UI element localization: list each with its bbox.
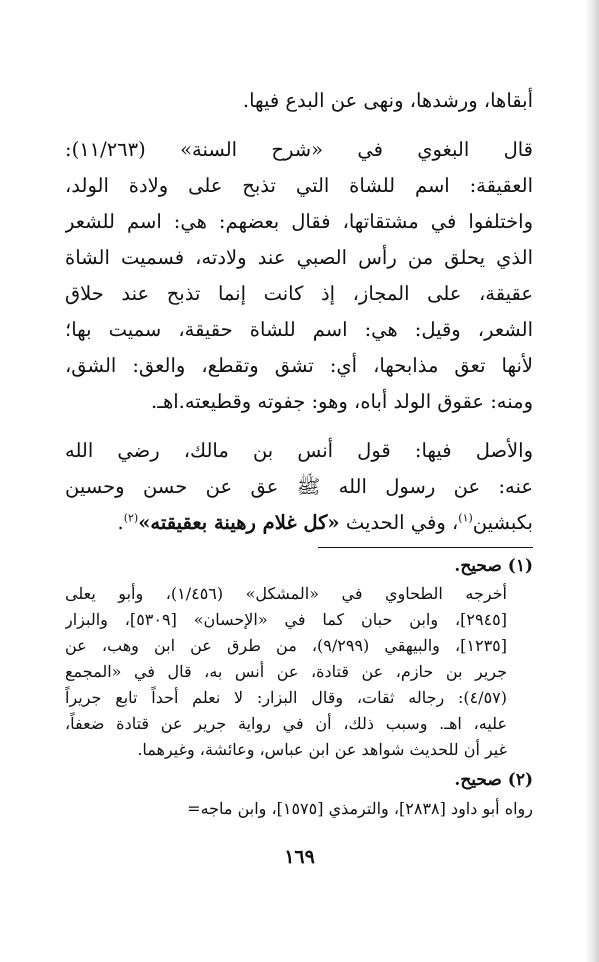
footnote-separator [318, 547, 533, 548]
body-line: عنه: عن رسول الله ﷺ عق عن حسن وحسين [65, 475, 533, 498]
body-line: ومنه: عقوق الولد أباه، وهو: جفوته وقطيعته.اهـ. [151, 390, 533, 413]
footnote-line: رواه أبو داود [٢٨٣٨]، والترمذي [١٥٧٥]، وابن ماجه= [187, 799, 533, 818]
footnote-label: (٢) صحيح. [454, 770, 533, 790]
text-span: ، وفي الحديث [339, 511, 459, 534]
footnote-line: عليه، اهـ. وسبب ذلك، أن في رواية جرير عن قتادة ضعفاً، [65, 714, 507, 733]
body-line: والأصل فيها: قول أنس بن مالك، رضي الله [65, 439, 533, 462]
body-line: لأنها تعق مذابحها، أي: تشق وتقطع، والعق: الشق، [65, 354, 533, 377]
body-line: العقيقة: اسم للشاة التي تذبح على ولادة الولد، [65, 174, 533, 197]
footnote-label: (١) صحيح. [454, 556, 533, 576]
page-edge-shadow [585, 0, 599, 962]
footnote-ref[interactable]: (١) [458, 511, 473, 525]
body-line: واختلفوا في مشتقاتها، فقال بعضهم: هي: اسم للشعر [65, 210, 533, 233]
footnote-line: [١٢٣٥]، والبيهقي (٩/٢٩٩)، من طرق عن ابن وهب، عن [65, 636, 507, 655]
body-line: أبقاها، ورشدها، ونهى عن البدع فيها. [242, 89, 533, 112]
body-line: قال البغوي في «شرح السنة» (١١/٢٦٣): [65, 138, 533, 161]
footnote-line: غير أن للحديث شواهد عن ابن عباس، وعائشة، وغيرهما. [137, 740, 507, 759]
text-span: . [117, 511, 124, 534]
text-span: بكبشين [472, 511, 533, 534]
page-number: ١٦٩ [284, 846, 315, 868]
footnote-ref[interactable]: (٢) [123, 511, 139, 525]
footnote-line: أخرجه الطحاوي في «المشكل» (١/٤٥٦)، وأبو يعلى [65, 584, 507, 603]
body-line: عقيقة، على المجاز، إذ كانت إنما تذبح عند حلاق [65, 282, 533, 305]
body-line: الذي يحلق من رأس الصبي عند ولادته، فسميت الشاة [65, 246, 533, 269]
hadith-quote: «كل غلام رهينة بعقيقته» [138, 511, 340, 534]
footnote-line: [٢٩٤٥]، وابن حبان كما في «الإحسان» [٥٣٠٩]، والبزار [65, 610, 507, 629]
body-line: الشعر، وقيل: هي: اسم للشاة حقيقة، سميت بها؛ [65, 318, 533, 341]
footnote-line: (٤/٥٧): رجاله ثقات، وقال البزار: لا نعلم أحداً تابع جريراً [65, 688, 507, 707]
footnote-line: جرير بن حازم، عن قتادة، عن أنس به، قال في «المجمع [65, 662, 507, 681]
body-line [65, 505, 533, 541]
